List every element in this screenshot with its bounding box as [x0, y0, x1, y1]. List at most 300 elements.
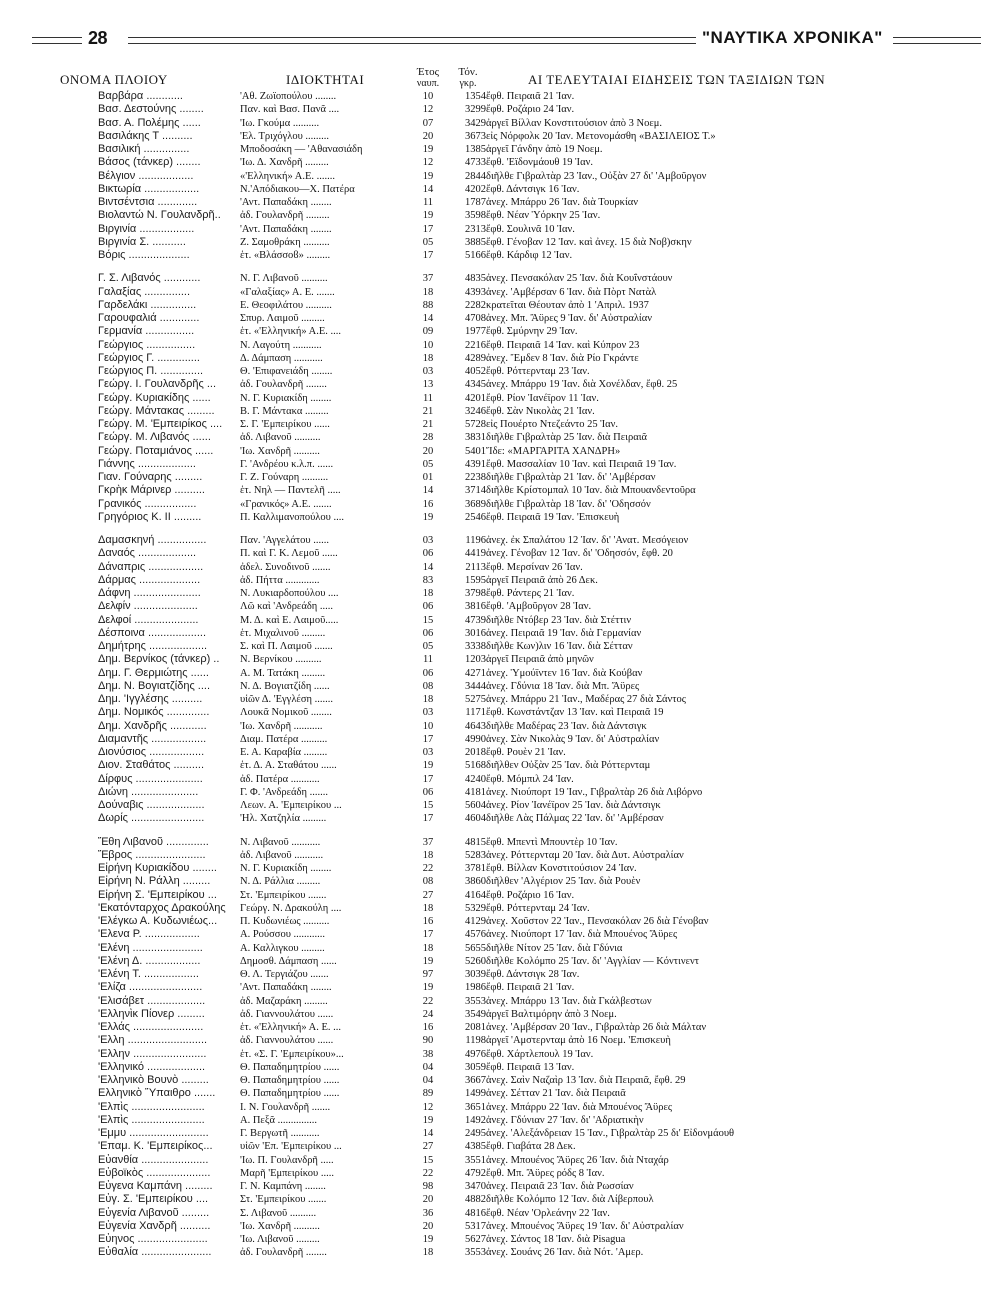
tonnage-cell: 3689 — [465, 498, 486, 510]
table-row — [0, 431, 1000, 444]
tonnage-cell: 4792 — [465, 1167, 486, 1179]
build-year-cell: 19 — [422, 982, 434, 994]
build-year-cell: 12 — [422, 1101, 434, 1113]
build-year-cell: 11 — [422, 197, 434, 208]
owner-cell: Α. Μ. Τατάκη ......... — [240, 667, 326, 679]
column-header-year-unit: ναυπ. — [416, 78, 440, 89]
tonnage-cell: 1196 — [465, 535, 486, 546]
latest-news-cell: διῆλθε Μαδέρας 23 Ἰαν. διὰ Δάντσιγκ — [486, 720, 647, 732]
latest-news-cell: ἔφθ. Κωνστάντζαν 13 Ἰαν. καὶ Πειραιᾶ 19 — [486, 707, 664, 719]
owner-cell: Γ. Ν. Καμπάνη ........ — [240, 1181, 326, 1192]
ship-name-cell: Γεώργ. Κυριακίδης ...... — [98, 391, 211, 404]
latest-news-cell: ἔφθ. Γένοβαν 12 Ἰαν. καὶ ἀνεχ. 15 διὰ Νοβ)σκην — [486, 236, 692, 248]
ship-name-cell: Εὐγενία Χανδρῆ .......... — [98, 1219, 211, 1232]
ship-name-cell: Βικτωρία .................. — [98, 182, 200, 195]
table-row — [0, 143, 1000, 156]
table-row — [0, 759, 1000, 772]
tonnage-cell: 4129 — [465, 916, 486, 927]
ship-name-cell: Διώνη ...................... — [98, 785, 199, 798]
page-number: 28 — [88, 28, 108, 48]
owner-cell: Μαρῆ 'Εμπειρίκου ..... — [240, 1167, 334, 1179]
latest-news-cell: ἀνεχ. Γδύνιαν 27 Ἰαν. δι' 'Αδριατικὴν — [486, 1114, 644, 1126]
ship-name-cell: Βέλγιον .................. — [98, 169, 194, 182]
build-year-cell: 83 — [422, 574, 434, 586]
table-row — [0, 1207, 1000, 1220]
build-year-cell: 10 — [422, 339, 434, 351]
tonnage-cell: 2018 — [465, 747, 486, 758]
build-year-cell: 18 — [422, 902, 434, 914]
latest-news-cell: ἔφθ. Ρόττερνταμ 24 Ἰαν. — [486, 902, 590, 914]
build-year-cell: 01 — [422, 472, 434, 483]
latest-news-cell: διῆλθε Κων)λιν 16 Ἰαν. διὰ Σέτταν — [486, 641, 633, 652]
owner-cell: Π. Κυδωνιέως .......... — [240, 916, 330, 927]
tonnage-cell: 2238 — [465, 472, 486, 483]
table-row — [0, 1048, 1000, 1061]
owner-cell: Θ. Παπαδημητρίου ...... — [240, 1075, 340, 1086]
column-header-tonnage — [448, 66, 488, 90]
tonnage-cell: 1595 — [465, 574, 486, 586]
owner-cell: Α. Ρούσσου ............ — [240, 929, 326, 941]
owner-cell: Ζ. Σαμοθράκη .......... — [240, 236, 330, 248]
ship-name-cell: Διονύσιος .................. — [98, 746, 205, 758]
tonnage-cell: 4576 — [465, 929, 486, 941]
table-row — [0, 928, 1000, 941]
latest-news-cell: ἔφθ. Μπ. Ἄϋρες ρόδς 8 Ἰαν. — [486, 1167, 605, 1179]
latest-news-cell: ἀνεχ. 'Αμβέρσαν 20 Ἰαν., Γιβραλτὰρ 26 διὰ Μάλταν — [486, 1022, 707, 1033]
latest-news-cell: ἀνεχ. Γδύνια 18 Ἰαν. διὰ Μπ. Ἄϋρες — [486, 680, 640, 692]
ship-name-cell: 'Ελληνικὸ Βουνὸ ......... — [98, 1074, 209, 1086]
build-year-cell: 18 — [422, 942, 434, 954]
latest-news-cell: διῆλθε Γιβραλτὰρ 18 Ἰαν. δι' 'Οδησσόν — [486, 498, 651, 510]
ship-name-cell: Βασιλική ............... — [98, 143, 190, 155]
table-row — [0, 392, 1000, 405]
latest-news-cell: ἀργεῖ Βαλτιμόρην ἀπὸ 3 Νοεμ. — [486, 1008, 617, 1020]
ship-name-cell: 'Εκατόνταρχος Δρακούλης — [98, 901, 226, 914]
latest-news-cell: ἔφθ. Σουλινᾶ 10 Ἰαν. — [486, 223, 575, 235]
table-row — [0, 574, 1000, 587]
latest-news-cell: ἔφθ. Πειραιᾶ 21 Ἰαν. — [486, 91, 575, 102]
owner-cell: ἀδ. Γιαννουλάτου ...... — [240, 1035, 334, 1047]
build-year-cell: 14 — [422, 183, 434, 195]
tonnage-cell: 3551 — [465, 1154, 486, 1166]
tonnage-cell: 4271 — [465, 667, 486, 679]
owner-cell: 'Ιω. Δ. Χανδρῆ ......... — [240, 157, 329, 169]
latest-news-cell: ἔφθ. Νέαν 'Ορλεάνην 22 Ἰαν. — [486, 1207, 610, 1219]
build-year-cell: 37 — [422, 836, 434, 848]
ship-name-cell: 'Ελενα Ρ. .................. — [98, 928, 200, 941]
tonnage-cell: 3598 — [465, 210, 486, 222]
owner-cell: Ν. Λιβανοῦ ........... — [240, 836, 321, 848]
owner-cell: Λουκᾶ Νομικοῦ ........ — [240, 707, 332, 719]
ship-name-cell: Εἰρήνη Ν. Ράλλη ......... — [98, 875, 211, 888]
latest-news-cell: ἔφθ. Μασσαλίαν 10 Ἰαν. καὶ Πειραιᾶ 19 Ἰαν. — [486, 458, 677, 470]
build-year-cell: 04 — [422, 1075, 434, 1086]
table-row — [0, 1167, 1000, 1180]
latest-news-cell: ἔφθ. Δάντσιγκ 16 Ἰαν. — [486, 183, 580, 195]
build-year-cell: 17 — [422, 813, 434, 825]
table-row — [0, 706, 1000, 719]
build-year-cell: 19 — [422, 955, 434, 967]
owner-cell: Λεων. Α. 'Εμπειρίκου ... — [240, 800, 342, 811]
tonnage-cell: 4164 — [465, 889, 486, 901]
owner-cell: Δημοσθ. Δάμπαση ...... — [240, 955, 337, 967]
ship-name-cell: 'Ελλάς ....................... — [98, 1021, 204, 1033]
tonnage-cell: 4643 — [465, 720, 486, 732]
table-row — [0, 799, 1000, 812]
tonnage-cell: 3714 — [465, 485, 486, 497]
owner-cell: «'Ελληνική» Α.Ε. ....... — [240, 170, 336, 182]
build-year-cell: 04 — [422, 1061, 434, 1073]
table-row — [0, 733, 1000, 746]
tonnage-cell: 1787 — [465, 197, 486, 208]
owner-cell: ἀδελ. Συνοδινοῦ ....... — [240, 561, 331, 573]
table-row — [0, 249, 1000, 262]
table-row — [0, 627, 1000, 640]
build-year-cell: 06 — [422, 786, 434, 798]
ship-name-cell: Δημ. Βερνίκος (τάνκερ) .. — [98, 653, 220, 666]
latest-news-cell: ἀργεῖ Πειραιᾶ ἀπὸ 26 Δεκ. — [486, 574, 598, 586]
ship-name-cell: Γαλαξίας ............... — [98, 285, 191, 298]
owner-cell: Μποδοσάκη — 'Αθανασιάδη — [240, 144, 363, 155]
table-row — [0, 378, 1000, 391]
latest-news-cell: ἀνεχ. 'Αλεξάνδρειαν 15 Ἰαν., Γιβραλτὰρ 25 δι' Εἰδονμάουθ — [486, 1128, 735, 1139]
ship-name-cell: Εὐηνος ....................... — [98, 1233, 208, 1245]
build-year-cell: 11 — [422, 392, 434, 404]
tonnage-cell: 3338 — [465, 641, 486, 652]
owner-cell: «Γαλαξίας» Α. Ε. ....... — [240, 286, 335, 298]
table-row — [0, 1101, 1000, 1114]
build-year-cell: 89 — [422, 1088, 434, 1100]
tonnage-cell: 1986 — [465, 982, 486, 994]
build-year-cell: 19 — [422, 210, 434, 222]
tonnage-cell: 5728 — [465, 419, 486, 430]
tonnage-cell: 3016 — [465, 627, 486, 639]
owner-cell: Θ. Παπαδημητρίου ...... — [240, 1088, 340, 1100]
tonnage-cell: 3444 — [465, 680, 486, 692]
build-year-cell: 37 — [422, 273, 434, 285]
ship-name-cell: Δάρμας .................... — [98, 573, 201, 586]
owner-cell: Παν. καὶ Βασ. Πανᾶ .... — [240, 104, 340, 116]
build-year-cell: 08 — [422, 876, 434, 888]
table-row — [0, 339, 1000, 352]
ship-name-cell: Γαρουφαλιά ............. — [98, 312, 200, 324]
table-row — [0, 1140, 1000, 1153]
table-row — [0, 600, 1000, 613]
table-row — [0, 484, 1000, 497]
latest-news-cell: διῆλθε Κρίστομπαλ 10 Ἰαν. διὰ Μπουανδεντοῦρα — [486, 485, 696, 497]
tonnage-cell: 3885 — [465, 236, 486, 248]
latest-news-cell: διῆλθε Γιβραλτὰρ 25 Ἰαν. διὰ Πειραιᾶ — [486, 432, 648, 444]
ship-name-cell: Γερμανία ................ — [98, 325, 195, 338]
tonnage-cell: 3798 — [465, 588, 486, 599]
ship-name-cell: Βάσος (τάνκερ) ........ — [98, 156, 201, 169]
ship-name-cell: 'Ελληνὶκ Πίονερ ......... — [98, 1007, 205, 1020]
latest-news-cell: ἀνεχ. Πενσακόλαν 25 Ἰαν. διὰ Κουΐνστάουν — [486, 273, 673, 285]
header-rule-middle — [128, 37, 696, 44]
owner-cell: 'Ηλ. Χατζηλία ......... — [240, 813, 327, 825]
owner-cell: ἑτ. «'Ελληνική» Α.Ε. .... — [240, 326, 342, 338]
latest-news-cell: εἰς Πουέρτο Ντεζεάντο 25 Ἰαν. — [486, 419, 619, 430]
latest-news-cell: ἀνεχ. Μπουένος Ἄϋρες 26 Ἰαν. διὰ Νταχάρ — [486, 1154, 669, 1166]
latest-news-cell: κρατεῖται Θέουταν ἀπὸ 1 'Απριλ. 1937 — [486, 299, 649, 311]
owner-cell: Ν. Δ. Βογιατζίδη ...... — [240, 680, 330, 692]
table-row — [0, 680, 1000, 693]
owner-cell: Α. Πεξᾶ ............... — [240, 1114, 318, 1126]
table-row — [0, 720, 1000, 733]
ship-name-cell: Βασ. Α. Πολέμης ...... — [98, 116, 201, 129]
tonnage-cell: 4419 — [465, 548, 486, 560]
latest-news-cell: ἀνεχ. Νιούπορτ 17 Ἰαν. διὰ Μπουένος Ἄϋρες — [486, 929, 678, 941]
latest-news-cell: διῆλθε Νίτον 25 Ἰαν. διὰ Γδύνια — [486, 942, 623, 954]
owner-cell: ἑτ. «Βλάσσοϐ» ......... — [240, 250, 331, 261]
ship-name-cell: 'Ελέγκω Α. Κυδωνιέως... — [98, 915, 218, 927]
latest-news-cell: ἀνεχ. 'Αμβέρσαν 6 Ἰαν. διὰ Πὸρτ Νατὰλ — [486, 286, 657, 298]
table-row — [0, 286, 1000, 299]
column-header-latest-news: ΑΙ ΤΕΛΕΥΤΑΙΑΙ ΕΙΔΗΣΕΙΣ ΤΩΝ ΤΑΞΙΔΙΩΝ ΤΩΝ — [528, 72, 826, 87]
table-row — [0, 812, 1000, 825]
owner-cell: ἑτ. Νηλ — Παντελῆ ..... — [240, 485, 341, 497]
table-row — [0, 653, 1000, 666]
tonnage-cell: 3553 — [465, 995, 486, 1007]
table-row — [0, 170, 1000, 183]
owner-cell: Ε. Θεοφιλάτου .......... — [240, 299, 332, 311]
ship-name-cell: 'Ελένη ....................... — [98, 941, 203, 954]
ship-name-cell: Εἰρήνη Σ. 'Εμπειρίκου ... — [98, 888, 217, 901]
owner-cell: Λῶ καὶ 'Ανδρεάδη ..... — [240, 601, 334, 613]
ship-name-cell: Γεώργιος Γ. .............. — [98, 351, 200, 364]
table-row — [0, 547, 1000, 560]
tonnage-cell: 3246 — [465, 405, 486, 417]
owner-cell: Γ. Βεργωτῆ ........... — [240, 1128, 320, 1139]
table-row — [0, 534, 1000, 547]
tonnage-cell: 4240 — [465, 773, 486, 785]
build-year-cell: 18 — [422, 352, 434, 364]
owner-cell: Ν. Λαγούτη ........... — [240, 339, 322, 351]
tonnage-cell: 2844 — [465, 170, 486, 182]
tonnage-cell: 2282 — [465, 299, 486, 311]
build-year-cell: 16 — [422, 498, 434, 510]
ship-name-cell: Γεώργιος ................ — [98, 338, 196, 351]
build-year-cell: 16 — [422, 1022, 434, 1033]
build-year-cell: 19 — [422, 1234, 434, 1245]
column-header-year — [410, 66, 446, 90]
latest-news-cell: ἀνεχ. Μπάρρυ 26 Ἰαν. διὰ Τουρκίαν — [486, 197, 639, 208]
latest-news-cell: ἀργεῖ 'Αμστερνταμ ἀπὸ 16 Νοεμ. 'Επισκευὴ — [486, 1035, 671, 1047]
tonnage-cell: 4816 — [465, 1207, 486, 1219]
ship-name-cell: Διαμαντῆς .................. — [98, 732, 207, 745]
ship-name-cell: Δωρίς ........................ — [98, 812, 205, 825]
ship-name-cell: Γεώργ. Ι. Γουλανδρῆς ... — [98, 378, 216, 391]
table-row — [0, 640, 1000, 653]
ship-name-cell: 'Ελένη Δ. .................. — [98, 954, 201, 967]
build-year-cell: 19 — [422, 170, 434, 182]
ship-name-cell: Δούναβις ................... — [98, 799, 205, 811]
latest-news-cell: ἔφθ. Βίλλαν Κονστιτούσιον 24 Ἰαν. — [486, 863, 637, 874]
ship-name-cell: 'Ελλην ........................ — [98, 1047, 207, 1060]
build-year-cell: 10 — [422, 720, 434, 732]
ship-name-cell: Δίρφυς ...................... — [98, 772, 203, 785]
owner-cell: ἑτ. «Σ. Γ. 'Εμπειρίκου»... — [240, 1048, 344, 1060]
latest-news-cell: ἀργεῖ Γάνδην ἀπὸ 19 Νοεμ. — [486, 144, 603, 155]
table-row — [0, 299, 1000, 312]
tonnage-cell: 4976 — [465, 1048, 486, 1060]
latest-news-cell: διῆλθε Γιβραλτὰρ 23 Ἰαν., Οὐξὰν 27 δι' 'Αμβοῦργον — [486, 170, 707, 182]
build-year-cell: 14 — [422, 485, 434, 497]
ship-name-cell: Γρηγόριος Κ. ΙΙ ......... — [98, 510, 202, 523]
table-row — [0, 561, 1000, 574]
tonnage-cell: 2081 — [465, 1022, 486, 1033]
latest-news-cell: ἀνεχ. Μπάρρυ 21 Ἰαν., Μαδέρας 27 διὰ Σάντος — [486, 694, 686, 705]
build-year-cell: 22 — [422, 995, 434, 1007]
latest-news-cell: ἀνεχ. Ἔμδεν 8 Ἰαν. διὰ Ρίο Γκράντε — [486, 352, 639, 364]
latest-news-cell: ἀνεχ. Ρίον Ἰανέϊρον 25 Ἰαν. διὰ Δάντσιγκ — [486, 800, 661, 811]
build-year-cell: 22 — [422, 863, 434, 874]
ship-name-cell: Δημ. Ν. Βογιατζίδης .... — [98, 679, 211, 692]
tonnage-cell: 4345 — [465, 379, 486, 391]
build-year-cell: 06 — [422, 667, 434, 679]
ship-name-cell: Εἰρήνη Κυριακίδου ........ — [98, 862, 217, 874]
table-row — [0, 1127, 1000, 1140]
tonnage-cell: 4990 — [465, 733, 486, 745]
owner-cell: Θ. 'Επιφανειάδη ........ — [240, 366, 333, 377]
ship-name-cell: 'Ελπὶς ........................ — [98, 1100, 205, 1113]
latest-news-cell: ἔφθ. 'Εϊδονμάουθ 19 Ἰαν. — [486, 157, 593, 169]
build-year-cell: 14 — [422, 1128, 434, 1139]
ship-name-cell: Διον. Σταθάτος .......... — [98, 759, 205, 772]
build-year-cell: 20 — [422, 445, 434, 457]
magazine-title: "ΝΑΥΤΙΚΑ ΧΡΟΝΙΚΑ" — [702, 28, 883, 47]
owner-cell: Δ. Δάμπαση ........... — [240, 352, 323, 364]
tonnage-cell: 3059 — [465, 1061, 486, 1073]
build-year-cell: 03 — [422, 535, 434, 546]
build-year-cell: 05 — [422, 641, 434, 652]
build-year-cell: 05 — [422, 458, 434, 470]
ship-name-cell: 'Ελλη .......................... — [98, 1034, 208, 1047]
latest-news-cell: ἔφθ. Νέαν Ὑόρκην 25 Ἰαν. — [486, 210, 601, 222]
table-row — [0, 209, 1000, 222]
build-year-cell: 19 — [422, 511, 434, 523]
build-year-cell: 38 — [422, 1048, 434, 1060]
owner-cell: ἀδ. Λιβανοῦ .......... — [240, 432, 321, 444]
owner-cell: ἀδ. Γουλανδρῆ ........ — [240, 1247, 327, 1259]
ship-name-cell: Εὐθαλία ....................... — [98, 1246, 212, 1259]
owner-cell: Ν. Γ. Κυριακίδη ........ — [240, 863, 332, 874]
ship-name-cell: Δέσποινα ................... — [98, 626, 207, 639]
table-row — [0, 130, 1000, 143]
owner-cell: Σ. καὶ Π. Λαιμοῦ ....... — [240, 641, 333, 652]
owner-cell: ἑτ. «'Ελληνική» Α. Ε. ... — [240, 1022, 342, 1033]
owner-cell: Γ. Φ. 'Ανδρεάδη ....... — [240, 786, 328, 798]
header-rule-right — [893, 37, 981, 44]
build-year-cell: 13 — [422, 379, 434, 391]
latest-news-cell: ἀνεχ. Γένοβαν 12 Ἰαν. δι' 'Οδησσόν, ἔφθ. 20 — [486, 548, 673, 560]
table-row — [0, 587, 1000, 600]
ship-name-cell: Βαρβάρα ............ — [98, 90, 183, 102]
table-row — [0, 1246, 1000, 1259]
tonnage-cell: 5166 — [465, 250, 486, 261]
tonnage-cell: 3429 — [465, 117, 486, 129]
owner-cell: Γεώργ. Ν. Δρακούλη .... — [240, 902, 342, 914]
tonnage-cell: 4815 — [465, 836, 486, 848]
ship-name-cell: Γκρὴκ Μάρινερ .......... — [98, 484, 205, 497]
latest-news-cell: ἀνεχ. Σάντος 18 Ἰαν. διὰ Pisagua — [486, 1234, 626, 1245]
latest-news-cell: ἀνεχ. Μπάρρυ 19 Ἰαν. διὰ Χονέλδαν, ἔφθ. 25 — [486, 379, 678, 391]
tonnage-cell: 5604 — [465, 800, 486, 811]
build-year-cell: 18 — [422, 849, 434, 861]
table-row — [0, 995, 1000, 1008]
table-row — [0, 1233, 1000, 1246]
ship-name-cell: Εὐγενα Καμπάνη ......... — [98, 1180, 213, 1192]
tonnage-cell: 5168 — [465, 760, 486, 772]
latest-news-cell: ἔφθ. Γιαβάτα 28 Δεκ. — [486, 1141, 576, 1153]
latest-news-cell: ἔφθ. Δάντσιγκ 28 Ἰαν. — [486, 969, 580, 980]
build-year-cell: 06 — [422, 627, 434, 639]
owner-cell: 'Αθ. Ζωϊοπούλου ........ — [240, 91, 337, 102]
owner-cell: ἀδ. Λιβανοῦ ........... — [240, 849, 324, 861]
build-year-cell: 21 — [422, 405, 434, 417]
table-row — [0, 773, 1000, 786]
latest-news-cell: διῆλθε Γιβραλτὰρ 21 Ἰαν. δι' 'Αμβέρσαν — [486, 472, 656, 483]
owner-cell: ἀδ. Πατέρα ........... — [240, 773, 320, 785]
latest-news-cell: ἔφθ. Μερσίναν 26 Ἰαν. — [486, 561, 583, 573]
column-header-ship-name: ΟΝΟΜΑ ΠΛΟΙΟΥ — [60, 72, 168, 87]
owner-cell: Θ. Λ. Τεργιάζου ....... — [240, 969, 329, 980]
table-row — [0, 981, 1000, 994]
latest-news-cell: ἀνεχ. Σέτταν 21 Ἰαν. διὰ Πειραιᾶ — [486, 1088, 626, 1100]
ship-name-cell: Δάφνη ...................... — [98, 587, 201, 599]
tonnage-cell: 4385 — [465, 1141, 486, 1153]
table-row — [0, 183, 1000, 196]
build-year-cell: 22 — [422, 1167, 434, 1179]
table-row — [0, 365, 1000, 378]
build-year-cell: 03 — [422, 747, 434, 758]
table-row — [0, 90, 1000, 103]
tonnage-cell: 3816 — [465, 601, 486, 613]
table-row — [0, 942, 1000, 955]
build-year-cell: 17 — [422, 773, 434, 785]
tonnage-cell: 1499 — [465, 1088, 486, 1100]
ship-name-cell: Δαναός ................... — [98, 547, 197, 560]
table-row — [0, 458, 1000, 471]
owner-cell: υἱῶν Δ. 'Εγγλέση ....... — [240, 694, 333, 705]
owner-cell: Ν. Λυκιαρδοπούλου .... — [240, 588, 339, 599]
ship-name-cell: Βιργινία Σ. ........... — [98, 235, 186, 248]
table-row — [0, 117, 1000, 130]
build-year-cell: 19 — [422, 144, 434, 155]
build-year-cell: 18 — [422, 286, 434, 298]
owner-cell: Γ. 'Ανδρέου κ.λ.π. ...... — [240, 458, 334, 470]
ship-name-cell: 'Εμμυ .......................... — [98, 1127, 209, 1139]
latest-news-cell: ἔφθ. Σὰν Νικολὰς 21 Ἰαν. — [486, 405, 595, 417]
group-separator — [0, 524, 1000, 534]
ship-name-cell: Γιαν. Γούναρης ......... — [98, 471, 203, 483]
latest-news-cell: ἀνεχ. Μπ. Ἄϋρες 9 Ἰαν. δι' Αὐστραλίαν — [486, 313, 652, 324]
latest-news-cell: ἔφθ. Ροζάριο 24 Ἰαν. — [486, 104, 575, 116]
tonnage-cell: 4733 — [465, 157, 486, 169]
owner-cell: «Γρανικός» Α.Ε. ....... — [240, 498, 332, 510]
ship-name-cell: Εὐβοϊκὸς ..................... — [98, 1166, 211, 1179]
table-row — [0, 405, 1000, 418]
latest-news-cell: ἀνεχ. Ὑμούϊντεν 16 Ἰαν. διὰ Κούβαν — [486, 667, 643, 679]
owner-cell: ἑτ. Μιχαλινοῦ ......... — [240, 627, 326, 639]
latest-news-cell: διῆλθεν 'Αλγέριον 25 Ἰαν. διὰ Ρουὲν — [486, 876, 641, 888]
ship-name-cell: Γαρδελάκι ............... — [98, 298, 197, 311]
tonnage-cell: 1977 — [465, 326, 486, 338]
tonnage-cell: 5260 — [465, 955, 486, 967]
owner-cell: Γ. Ζ. Γούναρη .......... — [240, 472, 329, 483]
build-year-cell: 17 — [422, 250, 434, 261]
ship-name-cell: Βιντσέντσια ............. — [98, 196, 198, 208]
